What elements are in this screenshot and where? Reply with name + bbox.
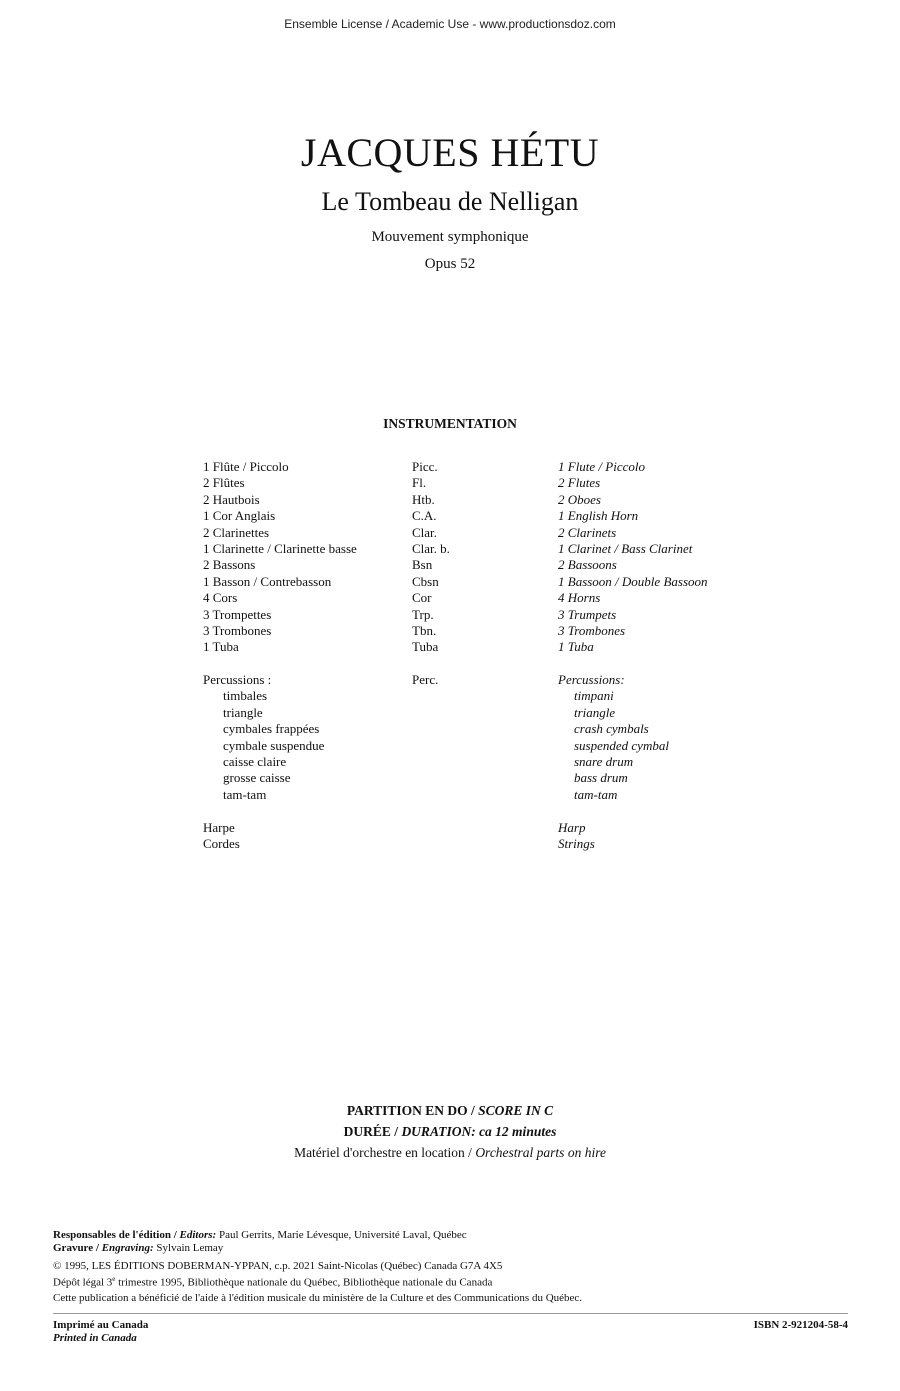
instrument-row <box>203 820 763 836</box>
material-info <box>0 1145 900 1161</box>
instrument-fr: 1 Basson / Contrebasson <box>203 573 332 589</box>
instrumentation-heading: INSTRUMENTATION <box>383 416 517 431</box>
duration <box>0 1124 900 1140</box>
grant-line: Cette publication a bénéficié de l'aide à l'édition musicale du ministère de la Culture et des Communications du Québec. <box>53 1292 583 1304</box>
percussion-abbr: Perc. <box>412 672 439 688</box>
percussion-en: Percussions: <box>558 672 625 688</box>
material-fr: Matériel d'orchestre en location / <box>294 1145 472 1160</box>
percussion-item-en: timpani <box>574 688 614 704</box>
engraving-label-fr: Gravure / <box>53 1242 99 1254</box>
instrument-row <box>203 836 763 852</box>
percussion-item <box>203 705 763 721</box>
instrument-abbr: Tuba <box>412 639 439 655</box>
percussion-item-en: tam-tam <box>574 786 618 802</box>
percussion-item-fr: cymbale suspendue <box>223 737 325 753</box>
instrument-abbr: Trp. <box>412 606 434 622</box>
instrument-fr: 1 Clarinette / Clarinette basse <box>203 540 357 556</box>
engraving-credit <box>53 1242 853 1255</box>
instrument-row <box>203 590 763 606</box>
instrument-en: 1 Tuba <box>558 639 594 655</box>
instrument-en: Harp <box>558 819 586 835</box>
duration-en: DURATION: ca 12 minutes <box>401 1124 557 1139</box>
instrument-fr: 1 Tuba <box>203 639 239 655</box>
instrument-en: 1 Bassoon / Double Bassoon <box>558 573 708 589</box>
instrument-en: 1 English Horn <box>558 508 639 524</box>
instrument-abbr: Htb. <box>412 491 435 507</box>
instrument-en: 2 Clarinets <box>558 524 617 540</box>
instrument-abbr: Picc. <box>412 459 438 474</box>
percussion-item <box>203 787 763 803</box>
score-type-fr: PARTITION EN DO / <box>346 1103 475 1118</box>
engraver-name: Sylvain Lemay <box>156 1242 224 1254</box>
percussion-item-fr: triangle <box>223 704 263 720</box>
percussion-item <box>203 754 763 770</box>
instrument-row <box>203 525 763 541</box>
instrument-fr: 1 Flûte / Piccolo <box>203 459 289 474</box>
license-header: Ensemble License / Academic Use - www.productionsdoz.com <box>284 17 616 31</box>
percussion-item-en: crash cymbals <box>574 721 649 737</box>
instrument-abbr: Fl. <box>412 475 427 491</box>
legal-deposit-sup: e <box>112 1275 116 1283</box>
footer-divider <box>53 1313 848 1314</box>
instrument-en: 2 Bassoons <box>558 557 617 573</box>
instrument-fr: 3 Trompettes <box>203 606 272 622</box>
instrument-row <box>203 475 763 491</box>
score-type <box>0 1103 900 1119</box>
instrument-fr: 3 Trombones <box>203 622 272 638</box>
editors-label-fr: Responsables de l'édition / <box>53 1229 177 1241</box>
instrument-fr: 2 Clarinettes <box>203 524 270 540</box>
percussion-fr: Percussions : <box>203 672 272 688</box>
instrument-row <box>203 459 763 475</box>
percussion-item-en: triangle <box>574 704 616 720</box>
percussion-item-fr: cymbales frappées <box>223 721 320 737</box>
instrument-row <box>203 574 763 590</box>
instrument-fr: 4 Cors <box>203 590 238 606</box>
instrument-row <box>203 607 763 623</box>
instrument-en: 2 Flutes <box>558 475 601 491</box>
percussion-item-en: bass drum <box>574 770 628 786</box>
percussion-item <box>203 738 763 754</box>
instrument-en: 4 Horns <box>558 590 601 606</box>
percussion-item <box>203 770 763 786</box>
instrument-fr: 2 Hautbois <box>203 491 260 507</box>
instrument-abbr: C.A. <box>412 508 437 524</box>
instrument-fr: Harpe <box>203 819 235 835</box>
instrument-en: 3 Trombones <box>558 622 626 638</box>
percussion-item-en: snare drum <box>574 754 634 770</box>
instrument-en: 1 Clarinet / Bass Clarinet <box>558 540 693 556</box>
instrument-en: 1 Flute / Piccolo <box>558 459 646 474</box>
percussion-item-fr: tam-tam <box>223 786 267 802</box>
instrument-abbr: Cor <box>412 590 432 606</box>
copyright-line: © 1995, LES ÉDITIONS DOBERMAN-YPPAN, c.p. 2021 Saint-Nicolas (Québec) Canada G7A 4X5 <box>53 1260 503 1272</box>
engraving-label-en: Engraving: <box>101 1242 154 1254</box>
percussion-item-fr: caisse claire <box>223 754 287 770</box>
instrument-abbr: Bsn <box>412 557 433 573</box>
editors-label-en: Editors: <box>179 1229 217 1241</box>
instrument-row <box>203 508 763 524</box>
instrument-row <box>203 623 763 639</box>
printed-in-fr: Imprimé au Canada <box>53 1319 149 1331</box>
instrument-abbr: Cbsn <box>412 573 439 589</box>
opus-number: Opus 52 <box>424 256 476 272</box>
legal-deposit-post: trimestre 1995, Bibliothèque nationale du Québec, Bibliothèque nationale du Canada <box>115 1276 493 1289</box>
score-type-en: SCORE IN C <box>478 1103 554 1118</box>
instrument-en: Strings <box>558 835 595 851</box>
percussion-item <box>203 688 763 704</box>
instrument-abbr: Tbn. <box>412 622 437 638</box>
instrument-row <box>203 541 763 557</box>
percussion-item-fr: timbales <box>223 688 268 704</box>
instrument-fr: 1 Cor Anglais <box>203 508 276 524</box>
legal-deposit-line <box>53 1273 853 1290</box>
work-title: Le Tombeau de Nelligan <box>321 187 579 216</box>
isbn: ISBN 2-921204-58-4 <box>753 1319 848 1331</box>
percussion-item-fr: grosse caisse <box>223 770 291 786</box>
percussion-header-row <box>203 672 763 688</box>
instrument-abbr: Clar. b. <box>412 540 450 556</box>
instrument-fr: 2 Bassons <box>203 557 256 573</box>
instrumentation-table <box>203 459 763 852</box>
work-subtitle: Mouvement symphonique <box>371 229 529 245</box>
printed-in-en: Printed in Canada <box>53 1332 137 1344</box>
instrument-row <box>203 639 763 655</box>
material-en: Orchestral parts on hire <box>475 1145 606 1160</box>
percussion-item <box>203 721 763 737</box>
instrument-fr: Cordes <box>203 835 240 851</box>
legal-deposit-pre: Dépôt légal 3 <box>53 1276 113 1289</box>
editors-credit <box>53 1229 853 1242</box>
instrument-row <box>203 492 763 508</box>
instrument-en: 3 Trumpets <box>558 606 617 622</box>
percussion-item-en: suspended cymbal <box>574 737 669 753</box>
composer-name: JACQUES HÉTU <box>300 130 600 175</box>
spacer <box>203 803 763 819</box>
instrument-fr: 2 Flûtes <box>203 475 245 491</box>
duration-fr: DURÉE / <box>343 1124 399 1139</box>
spacer <box>203 656 763 672</box>
instrument-row <box>203 557 763 573</box>
instrument-abbr: Clar. <box>412 524 437 540</box>
editors-names: Paul Gerrits, Marie Lévesque, Université Laval, Québec <box>218 1229 467 1241</box>
instrument-en: 2 Oboes <box>558 491 601 507</box>
